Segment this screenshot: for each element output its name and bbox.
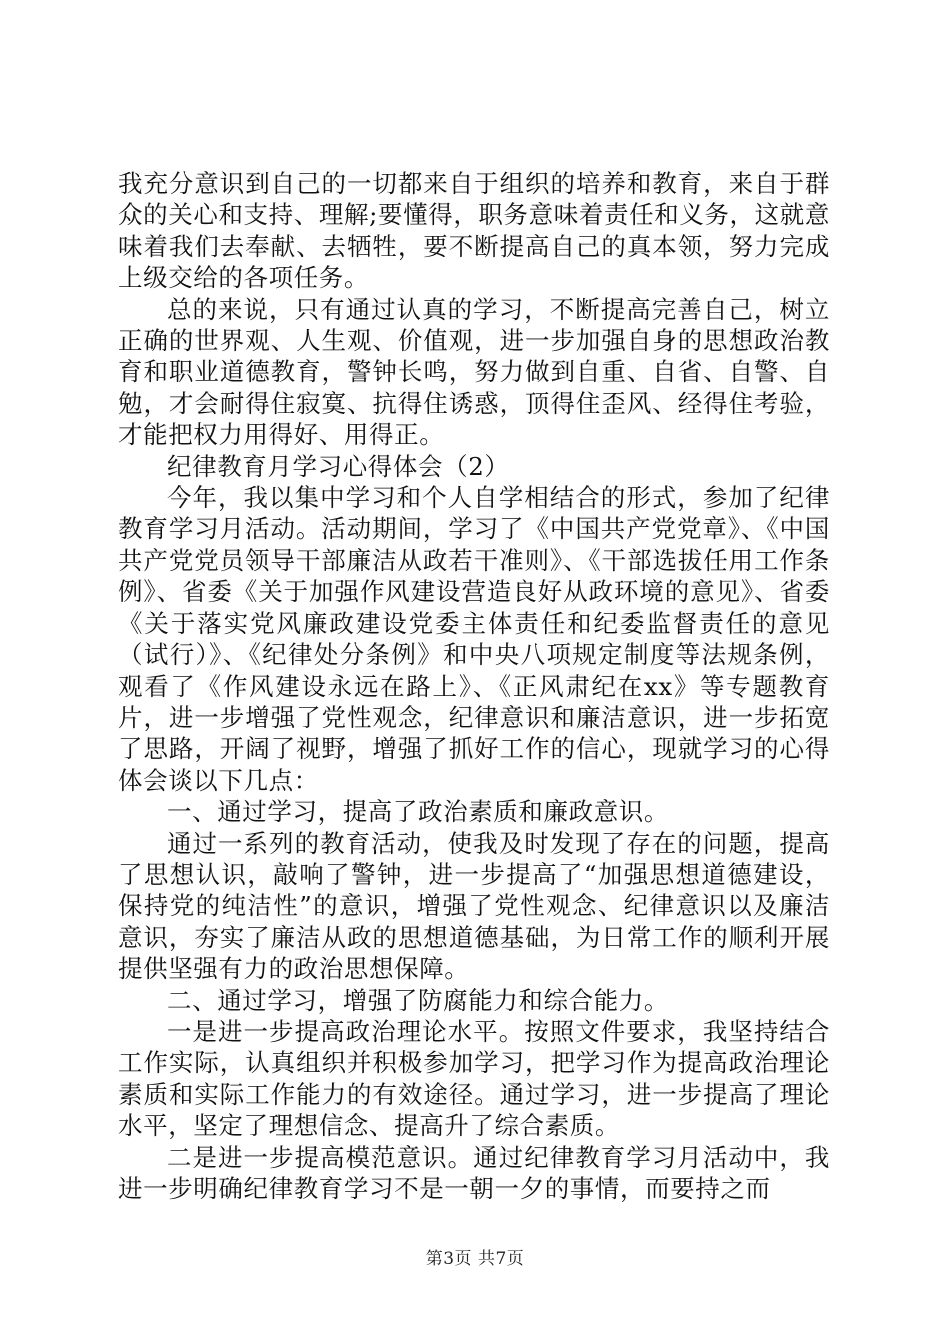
paragraph-intro: 今年，我以集中学习和个人自学相结合的形式，参加了纪律教育学习月活动。活动期间，学习了《中国共产党党章》、《中国共产党党员领导干部廉洁从政若干准则》、《干部选拔任用工作条例》、省委《关于加强作风建设营造良好从政环境的意见》、省委《关于落实党风廉政建设党委主体责任和纪委监督责任的意见（试行）》、《纪律处分条例》和中央八项规定制度等法规条例，观看了《作风建设永远在路上》、《正风肃纪在xx》等专题教育片，进一步增强了党性观念，纪律意识和廉洁意识，进一步拓宽了思路，开阔了视野，增强了抓好工作的信心，现就学习的心得体会谈以下几点： [118, 483, 830, 795]
paragraph-point-two-b: 二是进一步提高模范意识。通过纪律教育学习月活动中，我进一步明确纪律教育学习不是一朝一夕的事情，而要持之而 [118, 1142, 830, 1203]
page-footer: 第3页 共7页 [425, 1249, 525, 1269]
subheading-one: 一、通过学习，提高了政治素质和廉政意识。 [167, 797, 669, 827]
document-body [118, 168, 830, 1204]
paragraph-point-one: 通过一系列的教育活动，使我及时发现了存在的问题，提高了思想认识，敲响了警钟，进一步提高了“加强思想道德建设，保持党的纯洁性”的意识，增强了党性观念、纪律意识以及廉洁意识，夯实了廉洁从政的思想道德基础，为日常工作的顺利开展提供坚强有力的政治思想保障。 [118, 828, 830, 984]
section-title: 纪律教育月学习心得体会（2） [167, 451, 510, 481]
paragraph-point-two-a: 一是进一步提高政治理论水平。按照文件要求，我坚持结合工作实际，认真组织并积极参加学习，把学习作为提高政治理论素质和实际工作能力的有效途径。通过学习，进一步提高了理论水平，坚定了理想信念、提高升了综合素质。 [118, 1016, 830, 1141]
paragraph-continuation: 我充分意识到自己的一切都来自于组织的培养和教育，来自于群众的关心和支持、理解;要懂得，职务意味着责任和义务，这就意味着我们去奉献、去牺牲，要不断提高自己的真本领，努力完成上级交给的各项任务。 [118, 169, 830, 293]
paragraph-summary: 总的来说，只有通过认真的学习，不断提高完善自己，树立正确的世界观、人生观、价值观，进一步加强自身的思想政治教育和职业道德教育，警钟长鸣，努力做到自重、自省、自警、自勉，才会耐得住寂寞、抗得住诱惑，顶得住歪风、经得住考验，才能把权力用得好、用得正。 [118, 294, 830, 450]
subheading-two: 二、通过学习，增强了防腐能力和综合能力。 [167, 985, 669, 1015]
